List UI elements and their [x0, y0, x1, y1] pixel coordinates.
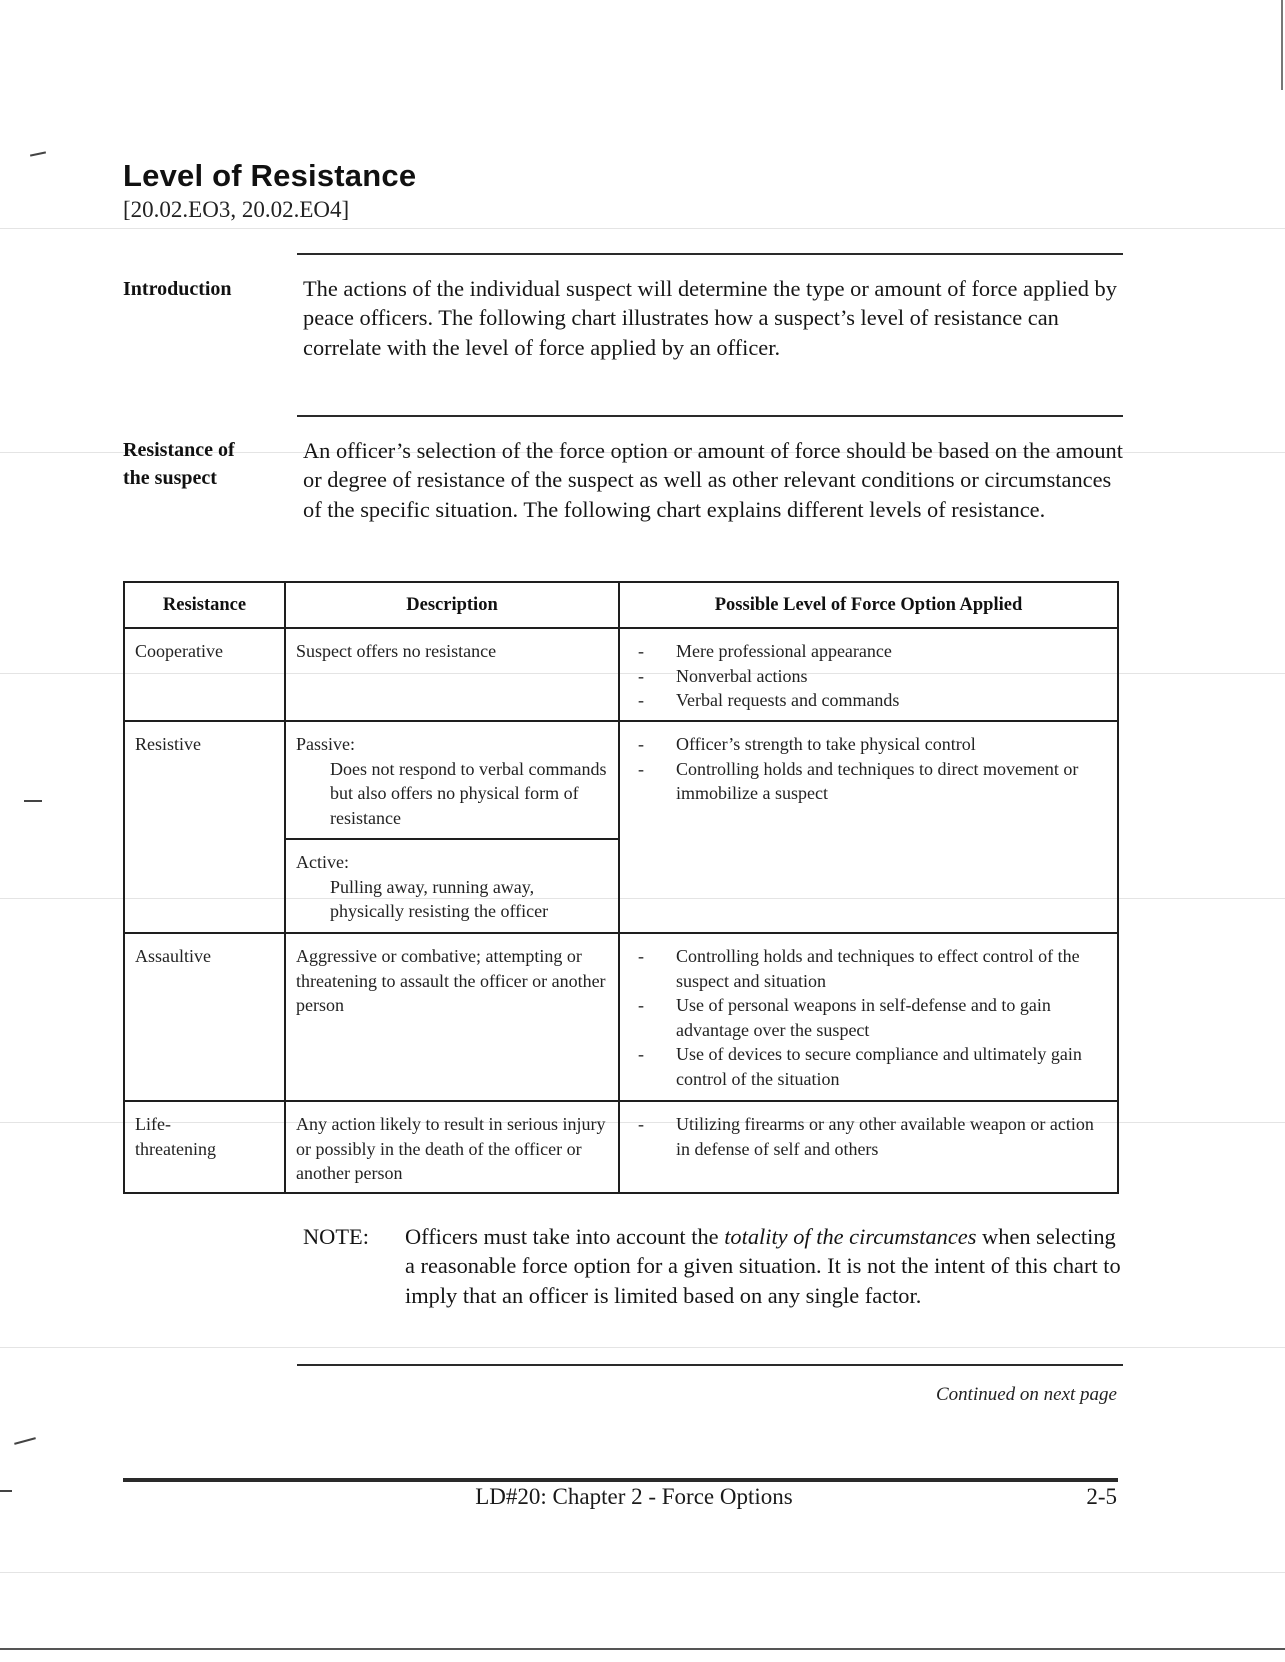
resistance-intro-text: An officer’s selection of the force option or amount of force should be based on the amount or degree of resistance of the suspect as well as other relevant conditions or circumstances of the specific situation. The following chart explains different levels of resistance. [303, 438, 1123, 522]
note-text [405, 1222, 1125, 1310]
resistance-line: Life- [135, 1114, 171, 1134]
footer-rule [123, 1478, 1118, 1482]
list-item: - Use of devices to secure compliance and ultimately gain control of the situation [630, 1042, 1107, 1091]
list-item: - Utilizing firearms or any other available weapon or action in defense of self and others [630, 1112, 1107, 1161]
table-row [124, 933, 1118, 1101]
list-item: - Controlling holds and techniques to effect control of the suspect and situation [630, 944, 1107, 993]
list-item: - Nonverbal actions [630, 664, 1107, 689]
list-item: - Controlling holds and techniques to direct movement or immobilize a suspect [630, 757, 1107, 806]
table-row [124, 721, 1118, 839]
column-header: Resistance [124, 582, 285, 628]
bottom-edge-line [0, 1648, 1285, 1650]
list-item: - Officer’s strength to take physical control [630, 732, 1107, 757]
resistance-force-table [123, 581, 1119, 1194]
list-item: - Use of personal weapons in self-defense and to gain advantage over the suspect [630, 993, 1107, 1042]
introduction-text: The actions of the individual suspect will determine the type or amount of force applied by peace officers. The following chart illustrates how a suspect’s level of resistance can correlate with the level of force applied by an officer. [303, 276, 1117, 360]
force-options-cell [619, 628, 1118, 721]
margin-mark [14, 1437, 36, 1445]
section-rule [297, 415, 1123, 417]
continued-notice: Continued on next page [936, 1384, 1117, 1405]
resistance-cell: Assaultive [124, 933, 285, 1101]
margin-mark [0, 1490, 12, 1492]
objective-reference: [20.02.EO3, 20.02.EO4] [123, 197, 350, 222]
section-rule [297, 1364, 1123, 1366]
list-item: - Mere professional appearance [630, 639, 1107, 664]
scan-line [0, 1347, 1285, 1348]
note-emphasis: totality of the circumstances [724, 1224, 977, 1249]
section-label-resistance [123, 436, 283, 492]
table-header-row [124, 582, 1118, 628]
margin-mark [30, 151, 46, 156]
column-header: Description [285, 582, 619, 628]
section-label-introduction: Introduction [123, 278, 232, 300]
section-label-line: the suspect [123, 467, 217, 489]
column-header: Possible Level of Force Option Applied [619, 582, 1118, 628]
footer-chapter: LD#20: Chapter 2 - Force Options [475, 1484, 793, 1509]
passive-text: Does not respond to verbal commands but also offers no physical form of resistance [330, 758, 607, 828]
force-options-cell [619, 933, 1118, 1101]
section-label-line: Resistance of [123, 439, 235, 461]
scan-line [0, 1572, 1285, 1573]
active-text: Pulling away, running away, physically resisting the officer [330, 876, 549, 921]
resistance-cell: Resistive [124, 721, 285, 933]
description-cell-passive [285, 721, 619, 839]
table-row [124, 628, 1118, 721]
resistance-cell [124, 1101, 285, 1193]
passive-label: Passive: [296, 734, 356, 754]
table-row [124, 1101, 1118, 1193]
note-label: NOTE: [303, 1224, 369, 1249]
force-options-cell [619, 721, 1118, 933]
scan-line [0, 228, 1285, 229]
note-text-post: when selecting a reasonable force option for a given situation. It is not the intent of this chart to imply that an officer is limited based on any single factor. [405, 1224, 1121, 1308]
note-text-pre: Officers must take into account the [405, 1224, 725, 1249]
active-label: Active: [296, 852, 349, 872]
resistance-line: threatening [135, 1138, 216, 1159]
scan-edge [1281, 0, 1283, 90]
section-rule [297, 253, 1123, 255]
page-number: 2-5 [1086, 1484, 1117, 1509]
resistance-cell: Cooperative [124, 628, 285, 721]
page-title: Level of Resistance [123, 158, 417, 193]
description-cell: Aggressive or combative; attempting or threatening to assault the officer or another person [285, 933, 619, 1101]
list-item: - Verbal requests and commands [630, 688, 1107, 713]
margin-mark [24, 800, 42, 802]
description-cell: Suspect offers no resistance [285, 628, 619, 721]
description-cell: Any action likely to result in serious injury or possibly in the death of the officer or another person [285, 1101, 619, 1193]
description-cell-active [285, 839, 619, 933]
force-options-cell [619, 1101, 1118, 1193]
